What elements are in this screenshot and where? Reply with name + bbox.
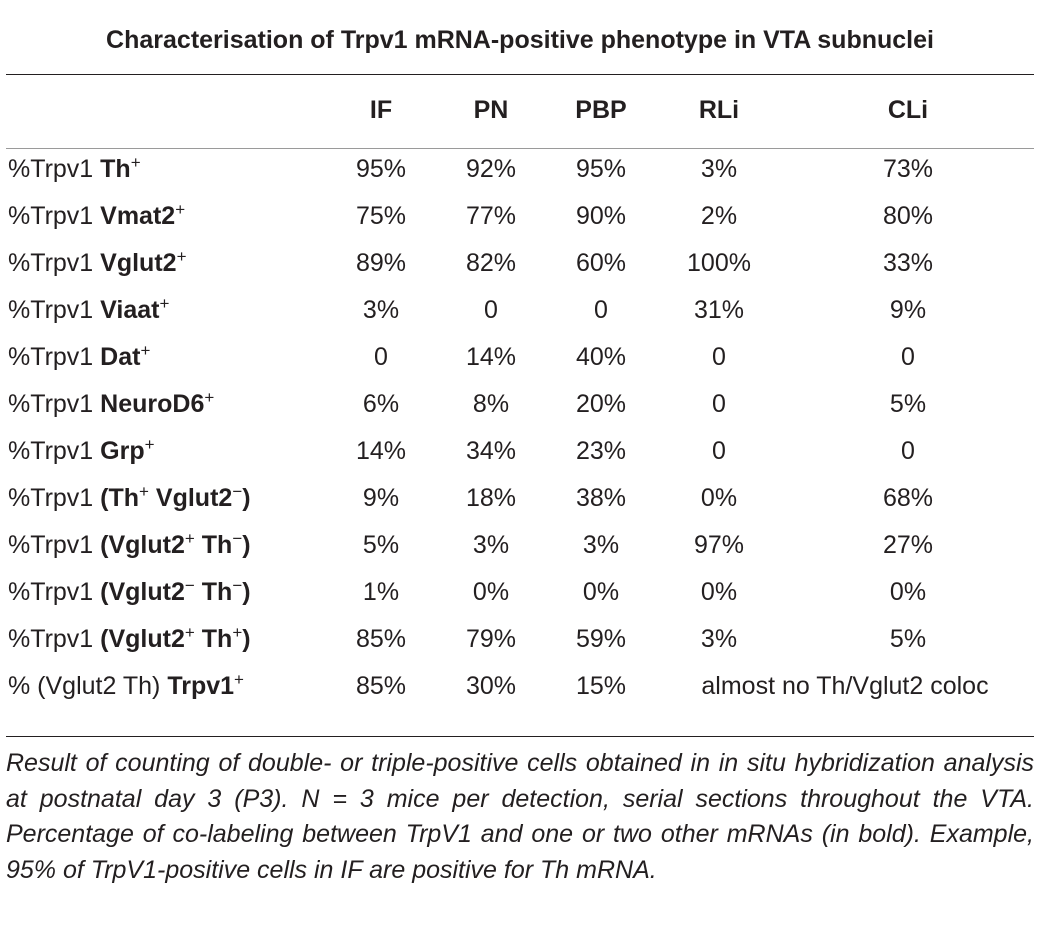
row-label-marker: Vglut2 — [100, 249, 177, 277]
row-label — [6, 193, 326, 240]
top-rule — [6, 74, 1034, 75]
row-label-marker: Grp — [100, 437, 145, 465]
row-label-marker: (Vglut2 — [100, 531, 185, 559]
row-label-superscript: + — [140, 341, 151, 360]
row-label — [6, 428, 326, 475]
table-footnote: Result of counting of double- or triple-positive cells obtained in in situ hybridization analysis at postnatal day 3 (P3). N = 3 mice per detection, serial sections throughout the VTA. Percentage of co-labeling between TrpV1 and one or two other mRNAs (in bold). Example, 95% of TrpV1-positive cells in IF are positive for Th mRNA. — [6, 749, 1034, 884]
row-label — [6, 663, 326, 710]
table-cell: 6% — [362, 390, 400, 418]
table-cell: 31% — [693, 296, 745, 324]
table-cell: 9% — [889, 296, 927, 324]
table-row — [6, 475, 1034, 522]
table-row — [6, 569, 1034, 616]
row-label — [6, 616, 326, 663]
row-label-superscript: − — [232, 576, 243, 595]
header-rule — [6, 148, 1034, 149]
table-cell: 14% — [355, 437, 407, 465]
row-label-marker: Th — [194, 625, 233, 653]
table-cell: 34% — [465, 437, 517, 465]
row-label-superscript: + — [204, 388, 215, 407]
row-label — [6, 569, 326, 616]
table-cell: 0% — [889, 578, 927, 606]
row-label-superscript: − — [232, 529, 243, 548]
table-title: Characterisation of Trpv1 mRNA-positive phenotype in VTA subnuclei — [106, 26, 934, 54]
row-label — [6, 287, 326, 334]
table-body — [6, 146, 1034, 710]
table-cell: 1% — [362, 578, 400, 606]
row-label-superscript: − — [232, 482, 243, 501]
table-cell: 60% — [575, 249, 627, 277]
row-label — [6, 522, 326, 569]
row-label-marker: Th — [100, 155, 131, 183]
table-cell: 5% — [362, 531, 400, 559]
table-row — [6, 381, 1034, 428]
table-cell: 23% — [575, 437, 627, 465]
row-label — [6, 240, 326, 287]
row-label-superscript: + — [139, 482, 149, 501]
column-header-pn: PN — [473, 95, 509, 124]
table-row — [6, 146, 1034, 193]
table-cell: 15% — [575, 672, 627, 700]
table-cell: 3% — [700, 155, 738, 183]
row-label-prefix: %Trpv1 — [8, 155, 101, 183]
row-label-superscript: + — [130, 153, 141, 172]
row-label-marker: Vglut2 — [148, 484, 233, 512]
row-label-superscript: + — [184, 529, 195, 548]
table-cell: 3% — [582, 531, 620, 559]
table-cell: 80% — [882, 202, 934, 230]
header-row — [6, 88, 1034, 132]
row-label-marker: Trpv1 — [167, 672, 235, 700]
table-cell: 0 — [901, 343, 915, 371]
table-row — [6, 240, 1034, 287]
table-cell: 95% — [575, 155, 627, 183]
table-row — [6, 287, 1034, 334]
table-cell: 85% — [355, 672, 407, 700]
column-header-rli: RLi — [698, 95, 740, 124]
row-label-prefix: % (Vglut2 Th) — [8, 672, 168, 700]
row-label-superscript: − — [184, 576, 195, 595]
table-cell: 27% — [882, 531, 934, 559]
table-cell: 3% — [700, 625, 738, 653]
table-cell: 0 — [484, 296, 498, 324]
table-cell: 0 — [712, 390, 726, 418]
table-cell: 5% — [889, 625, 927, 653]
table-cell: 5% — [889, 390, 927, 418]
table-cell: 0% — [700, 578, 738, 606]
table-cell: 0% — [582, 578, 620, 606]
column-header-pbp: PBP — [575, 95, 627, 124]
table-cell: 95% — [355, 155, 407, 183]
table-cell: 3% — [362, 296, 400, 324]
table-cell: 82% — [465, 249, 517, 277]
table-cell: 38% — [575, 484, 627, 512]
row-label-marker: ) — [242, 578, 251, 606]
column-header-cli: CLi — [887, 95, 929, 124]
table-cell: 73% — [882, 155, 934, 183]
row-label — [6, 475, 326, 522]
table-cell: 0% — [700, 484, 738, 512]
row-label-marker: Th — [194, 578, 233, 606]
row-label-prefix: %Trpv1 — [8, 437, 101, 465]
bottom-rule — [6, 736, 1034, 737]
row-label-prefix: %Trpv1 — [8, 343, 101, 371]
table-cell: 9% — [362, 484, 400, 512]
row-label-marker: (Th — [100, 484, 140, 512]
table-cell: 14% — [465, 343, 517, 371]
table-cell: 89% — [355, 249, 407, 277]
table-cell: 68% — [882, 484, 934, 512]
row-label-marker: Vmat2 — [100, 202, 176, 230]
row-label-prefix: %Trpv1 — [8, 484, 101, 512]
row-label-superscript: + — [176, 247, 187, 266]
row-label-marker: Th — [194, 531, 233, 559]
table-cell: 75% — [355, 202, 407, 230]
data-table — [6, 88, 1034, 710]
table-cell: 2% — [700, 202, 738, 230]
table-cell: 100% — [687, 249, 751, 277]
row-label-prefix: %Trpv1 — [8, 625, 101, 653]
column-header — [6, 88, 326, 132]
table-cell: 40% — [575, 343, 627, 371]
row-label-prefix: %Trpv1 — [8, 249, 101, 277]
table-cell: 30% — [465, 672, 517, 700]
table-cell: 90% — [575, 202, 627, 230]
row-label-marker: Viaat — [100, 296, 160, 324]
row-label-superscript: + — [175, 200, 186, 219]
table-cell: 79% — [465, 625, 517, 653]
row-label — [6, 146, 326, 193]
table-cell: 33% — [882, 249, 934, 277]
row-label-prefix: %Trpv1 — [8, 578, 101, 606]
row-label-marker: (Vglut2 — [100, 578, 185, 606]
table-cell: 0 — [374, 343, 388, 371]
table-row — [6, 616, 1034, 663]
row-label — [6, 381, 326, 428]
table-row — [6, 428, 1034, 475]
column-header-if: IF — [369, 95, 393, 124]
row-label-marker: Dat — [100, 343, 141, 371]
row-label-prefix: %Trpv1 — [8, 202, 101, 230]
table-cell: 18% — [465, 484, 517, 512]
table-cell: 8% — [472, 390, 510, 418]
table-cell: 20% — [575, 390, 627, 418]
table-row — [6, 522, 1034, 569]
table-cell: 3% — [472, 531, 510, 559]
row-label-superscript: + — [232, 623, 243, 642]
row-label-prefix: %Trpv1 — [8, 531, 101, 559]
table-cell: 97% — [693, 531, 745, 559]
row-label-superscript: + — [159, 294, 170, 313]
table-cell: 77% — [465, 202, 517, 230]
table-cell: 85% — [355, 625, 407, 653]
row-label-marker: NeuroD6 — [100, 390, 205, 418]
row-label-superscript: + — [144, 435, 155, 454]
row-label-prefix: %Trpv1 — [8, 390, 101, 418]
row-label-prefix: %Trpv1 — [8, 296, 101, 324]
table-row — [6, 663, 1034, 710]
table-cell: 0 — [594, 296, 608, 324]
row-label-superscript: + — [184, 623, 195, 642]
row-label-marker: ) — [242, 484, 251, 512]
table-row — [6, 334, 1034, 381]
row-label-marker: ) — [242, 625, 251, 653]
table-cell: 92% — [465, 155, 517, 183]
table-cell: 0 — [712, 437, 726, 465]
row-label-superscript: + — [234, 670, 244, 689]
table-cell: 0 — [712, 343, 726, 371]
row-label-marker: (Vglut2 — [100, 625, 185, 653]
table-cell: 0% — [472, 578, 510, 606]
row-label — [6, 334, 326, 381]
merged-cell: almost no Th/Vglut2 coloc — [701, 672, 989, 700]
table-cell: 0 — [901, 437, 915, 465]
table-cell: 59% — [575, 625, 627, 653]
table-row — [6, 193, 1034, 240]
row-label-marker: ) — [242, 531, 251, 559]
